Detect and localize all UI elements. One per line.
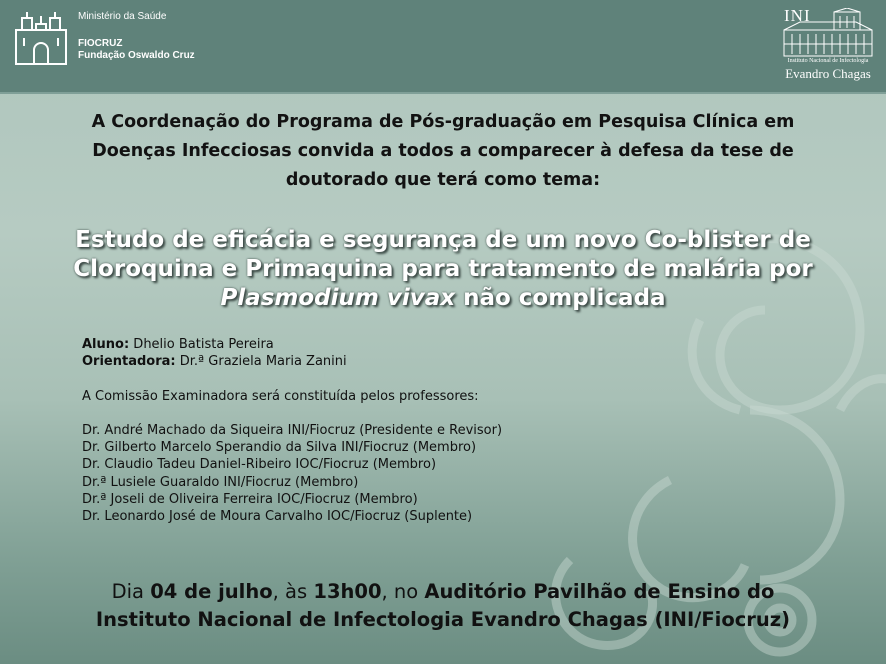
committee-member: Dr. André Machado da Siqueira INI/Fiocruz (Presidente e Revisor) xyxy=(82,422,503,438)
ini-abbreviation: INI xyxy=(784,6,811,25)
header-bar xyxy=(0,0,886,94)
student-name: Dhelio Batista Pereira xyxy=(129,337,274,352)
advisor-row xyxy=(82,353,682,370)
ministry-label: Ministério da Saúde xyxy=(78,11,167,22)
committee-member: Dr.ª Lusiele Guaraldo INI/Fiocruz (Membro) xyxy=(82,474,359,490)
invitation-line: A Coordenação do Programa de Pós-graduação em Pesquisa Clínica em xyxy=(91,112,795,132)
event-info-line: Dia 04 de julho, às 13h00, no Auditório Pavilhão de Ensino do xyxy=(111,580,775,603)
thesis-title-line: Estudo de eficácia e segurança de um novo Co-blister de xyxy=(75,227,811,253)
committee-member: Dr. Claudio Tadeu Daniel-Ribeiro IOC/Fiocruz (Membro) xyxy=(82,457,437,473)
event-info xyxy=(20,578,866,634)
ini-logo xyxy=(780,6,876,84)
defense-details xyxy=(82,336,682,525)
committee-member: Dr. Leonardo José de Moura Carvalho IOC/Fiocruz (Suplente) xyxy=(82,509,473,524)
thesis-title-line xyxy=(14,284,872,313)
fiocruz-name: FIOCRUZ xyxy=(78,38,123,49)
event-time: 13h00 xyxy=(313,580,382,603)
advisor-name: Dr.ª Graziela Maria Zanini xyxy=(175,354,347,370)
invitation-text xyxy=(40,108,846,195)
event-date: 04 de julho xyxy=(150,580,273,603)
thesis-title-line: Cloroquina e Primaquina para tratamento de malária por xyxy=(73,256,813,282)
thesis-title xyxy=(14,226,872,313)
ini-subtitle: Instituto Nacional de Infectologia xyxy=(787,58,869,64)
ini-name: Evandro Chagas xyxy=(785,66,871,81)
committee-member: Dr.ª Joseli de Oliveira Ferreira IOC/Fiocruz (Membro) xyxy=(82,491,418,507)
event-venue-institute: Instituto Nacional de Infectologia Evandro Chagas (INI/Fiocruz) xyxy=(95,608,791,631)
species-name: Plasmodium vivax xyxy=(220,285,456,311)
event-venue: Auditório Pavilhão de Ensino do xyxy=(424,580,775,603)
fiocruz-castle-logo xyxy=(12,10,70,68)
advisor-label: Orientadora: xyxy=(82,354,176,370)
invitation-line: doutorado que terá como tema: xyxy=(285,170,601,190)
event-info-line xyxy=(20,606,866,634)
committee-intro: A Comissão Examinadora será constituída pelos professores: xyxy=(82,388,479,404)
student-label: Aluno: xyxy=(82,337,130,352)
committee-member: Dr. Gilberto Marcelo Sperandio da Silva INI/Fiocruz (Membro) xyxy=(82,440,477,456)
invitation-line: Doenças Infecciosas convida a todos a comparecer à defesa da tese de xyxy=(92,141,794,161)
fiocruz-full-name: Fundação Oswaldo Cruz xyxy=(78,50,195,61)
fiocruz-text xyxy=(78,10,195,62)
student-row xyxy=(82,336,682,353)
thesis-title-rest: não complicada xyxy=(455,285,666,311)
